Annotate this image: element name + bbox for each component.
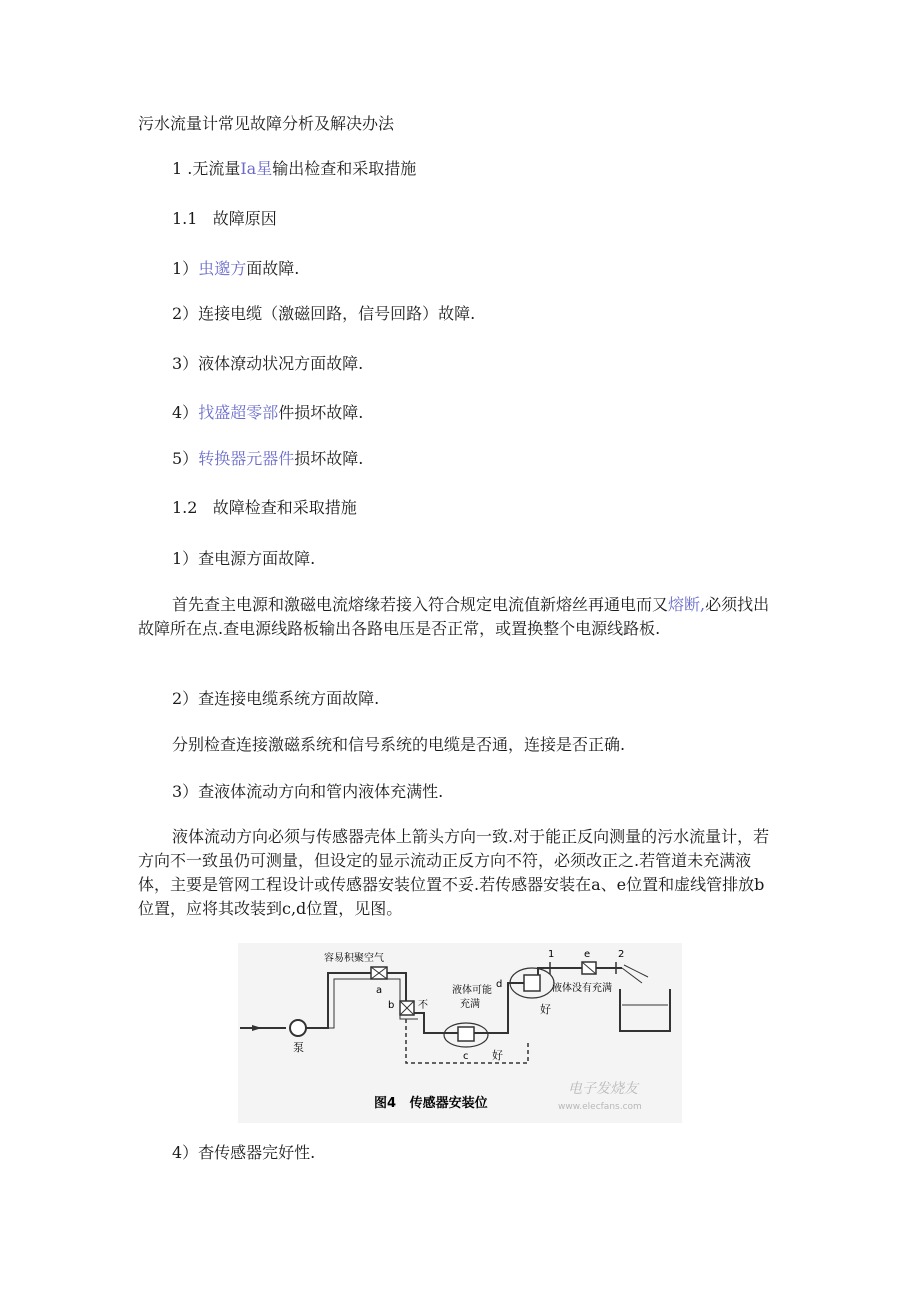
- watermark-url: www.elecfans.com: [558, 1102, 642, 1112]
- section-1-2-heading: 1.2 故障检查和采取措施: [172, 498, 357, 517]
- paragraph-flow-direction: 液体流动方向必须与传感器壳体上箭头方向一致.对于能正反向测量的污水流量计，若方向不一致虽仍可测量，但设定的显示流动正反方向不符，必须改正之.若管道未充满液体，主要是管网工程设计或传感器安装位置不妥.若传感器安装在a、e位置和虚线管排放b位置，应将其改装到c,d位置，见图。: [138, 827, 770, 918]
- label-liquid-not-full: 液体没有充满: [552, 983, 612, 994]
- reason-1-link[interactable]: 虫邈方: [198, 259, 247, 278]
- label-c: c: [463, 1051, 469, 1062]
- section-1-rest: 输出检查和采取措施: [272, 159, 417, 178]
- reason-1: [172, 258, 299, 280]
- reason-1-text: 面故障.: [246, 259, 300, 278]
- measure-1: 1）查电源方面故障.: [172, 549, 316, 568]
- document-title: 污水流量计常见故障分析及解决办法: [138, 114, 395, 133]
- pump-label: 泵: [293, 1041, 304, 1054]
- figure-caption: 图4 传感器安装位: [374, 1096, 488, 1111]
- reason-5-prefix: 5）: [172, 449, 199, 468]
- reason-1-prefix: 1）: [172, 259, 199, 278]
- reason-4-link[interactable]: 找盛超零部: [198, 403, 279, 422]
- label-2: 2: [618, 949, 625, 960]
- label-good-d: 好: [540, 1003, 551, 1016]
- measure-4: 4）杳传感器完好性.: [172, 1143, 316, 1162]
- reason-5: [172, 448, 363, 470]
- measure-3: 3）查液体流动方向和管内液体充满性.: [172, 782, 444, 801]
- sensor-installation-figure: [238, 943, 682, 1123]
- label-not: 不: [418, 1000, 428, 1011]
- sensor-c-icon: [458, 1027, 474, 1041]
- reason-5-text: 损坏故障.: [294, 449, 364, 468]
- reason-3: 3）液体潦动状况方面故障.: [172, 354, 364, 373]
- sensor-installation-diagram: [238, 943, 682, 1123]
- sensor-d-icon: [524, 975, 540, 991]
- reason-4-prefix: 4）: [172, 403, 199, 422]
- label-d: d: [496, 979, 503, 990]
- reason-5-link[interactable]: 转换器元器件: [198, 449, 295, 468]
- reason-4-text: 件损坏故障.: [278, 403, 364, 422]
- section-1-1-heading: 1.1 故障原因: [172, 209, 277, 228]
- label-a: a: [376, 985, 383, 996]
- paragraph-power-text-b: 必须找出故障所在点.查电源线路板输出各路电压是否正常，或置换整个电源线路板.: [138, 595, 770, 638]
- paragraph-power: [138, 593, 778, 641]
- label-e: e: [584, 949, 591, 960]
- pump-icon: [290, 1020, 306, 1036]
- paragraph-power-text-a: 首先查主电源和激磁电流熔缘若接入符合规定电流值新熔丝再通电而又: [172, 595, 669, 614]
- reason-2: 2）连接电缆（激磁回路，信号回路）故障.: [172, 304, 476, 323]
- section-1-heading: [172, 158, 416, 180]
- label-1: 1: [548, 949, 555, 960]
- label-air: 容易积聚空气: [324, 953, 384, 964]
- label-full: 充满: [460, 999, 480, 1010]
- label-good-c: 好: [492, 1049, 503, 1062]
- section-1-link[interactable]: Ia星: [240, 159, 273, 178]
- section-1-number: 1 .无流量: [172, 159, 241, 178]
- reason-4: [172, 402, 363, 424]
- watermark-logo: 电子发烧友: [568, 1081, 638, 1097]
- label-b: b: [388, 1000, 395, 1011]
- paragraph-cable: 分别检查连接激磁系统和信号系统的电缆是否通，连接是否正确.: [172, 735, 626, 754]
- label-liquid-maybe: 液体可能: [452, 985, 492, 996]
- paragraph-power-link[interactable]: 熔断,: [668, 595, 706, 614]
- measure-2: 2）查连接电缆系统方面故障.: [172, 689, 380, 708]
